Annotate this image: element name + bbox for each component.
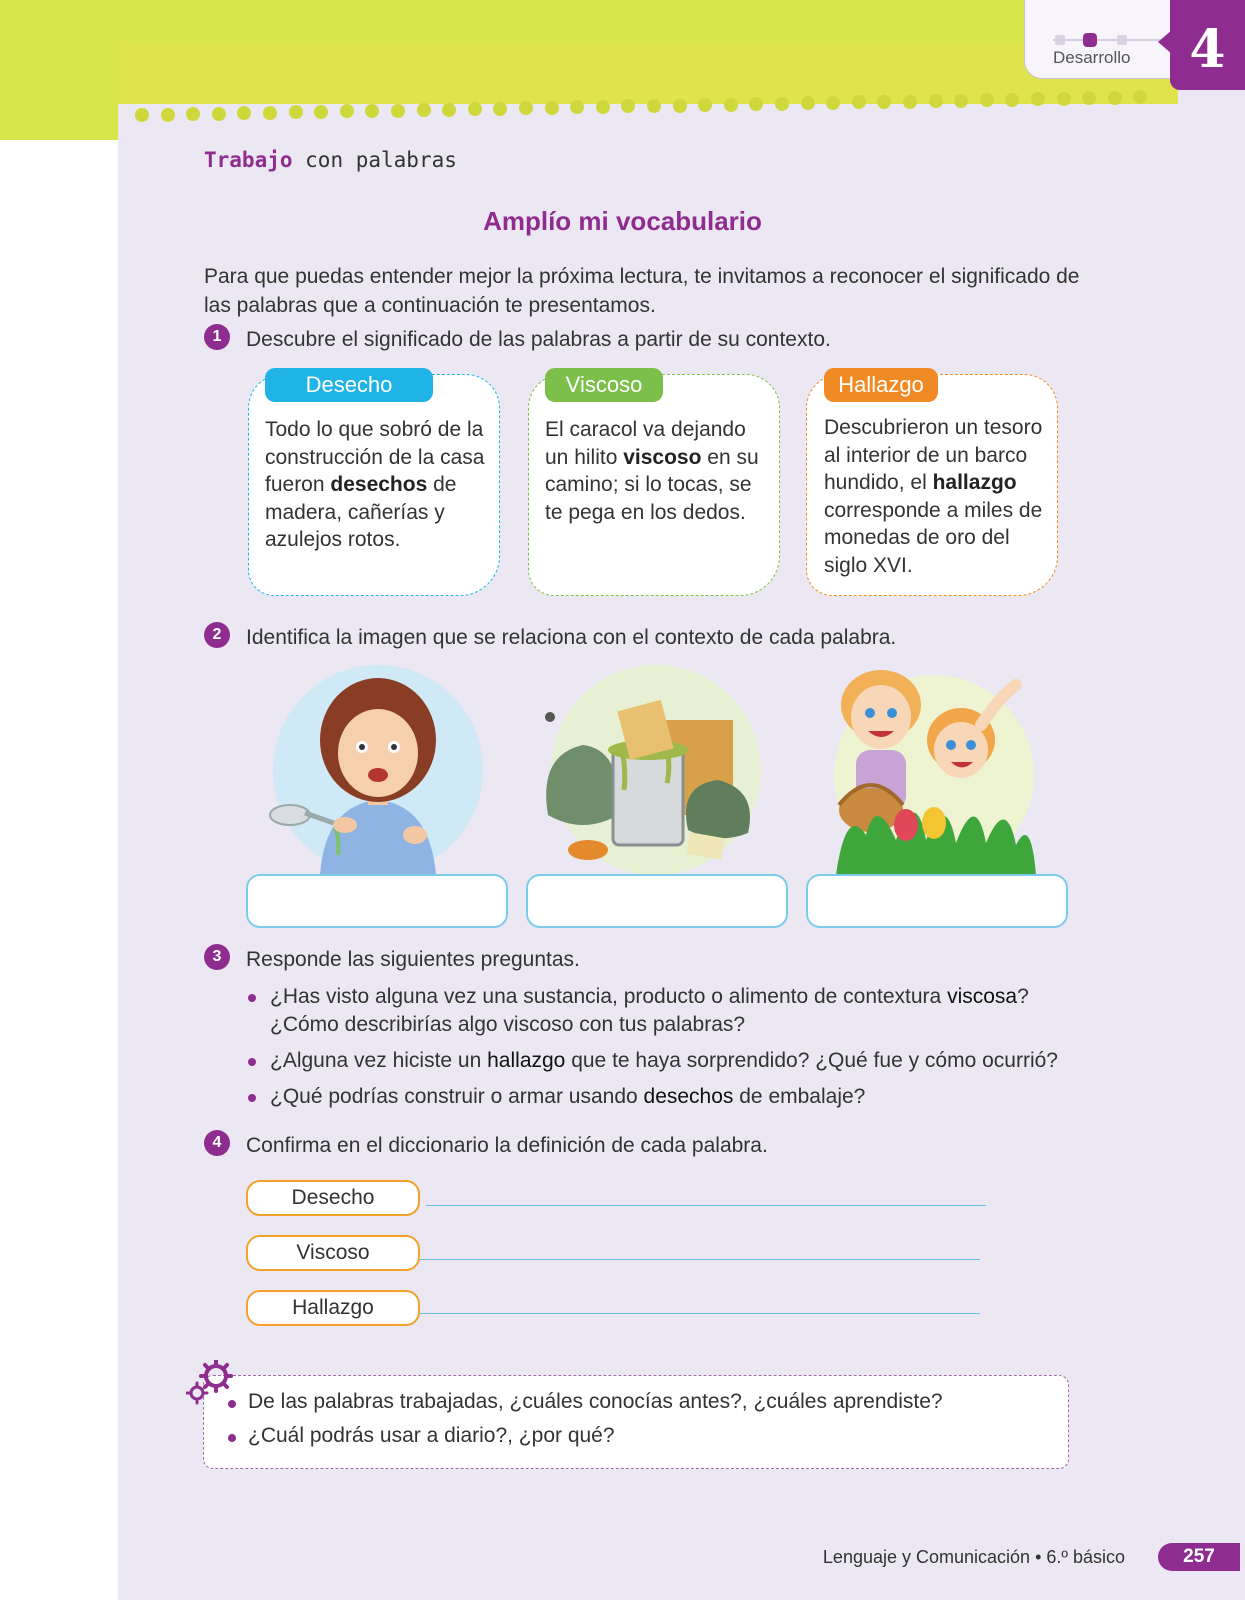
notebook-hole bbox=[519, 101, 533, 115]
word-tag-viscoso: Viscoso bbox=[545, 368, 663, 402]
answer-box-3[interactable] bbox=[806, 874, 1068, 928]
notebook-hole bbox=[801, 96, 815, 110]
notebook-hole bbox=[724, 98, 738, 112]
notebook-hole bbox=[1005, 93, 1019, 107]
activity-3-instruction: Responde las siguientes preguntas. bbox=[246, 948, 580, 971]
activity-1-instruction: Descubre el significado de las palabras a partir de su contexto. bbox=[246, 328, 831, 351]
section-title-bold: Trabajo bbox=[204, 148, 293, 172]
activity-4-instruction: Confirma en el diccionario la definición de cada palabra. bbox=[246, 1134, 768, 1157]
dictionary-word-viscoso: Viscoso bbox=[246, 1235, 420, 1271]
definition-line-desecho[interactable] bbox=[426, 1205, 986, 1206]
notebook-hole bbox=[237, 106, 251, 120]
notebook-hole bbox=[340, 104, 354, 118]
notebook-hole bbox=[417, 103, 431, 117]
activity-2-instruction: Identifica la imagen que se relaciona con el contexto de cada palabra. bbox=[246, 626, 897, 649]
notebook-hole bbox=[1057, 92, 1071, 106]
notebook-hole bbox=[775, 97, 789, 111]
notebook-hole bbox=[1133, 90, 1147, 104]
word-card-text-desecho: Todo lo que sobró de la construcción de la casa fueron desechos de madera, cañerías y azulejos rotos. bbox=[265, 418, 485, 551]
notebook-hole bbox=[1108, 91, 1122, 105]
notebook-hole bbox=[314, 105, 328, 119]
activity-number-2: 2 bbox=[204, 622, 230, 648]
notebook-hole bbox=[365, 104, 379, 118]
reflection-item-2: ¿Cuál podrás usar a diario?, ¿por qué? bbox=[248, 1424, 615, 1447]
notebook-hole bbox=[698, 98, 712, 112]
notebook-hole bbox=[570, 100, 584, 114]
word-tag-desecho: Desecho bbox=[265, 368, 433, 402]
definition-line-hallazgo[interactable] bbox=[420, 1313, 980, 1314]
kids-finding-eggs-illustration bbox=[806, 665, 1066, 875]
notebook-hole bbox=[929, 94, 943, 108]
unit-number: 4 bbox=[1170, 0, 1245, 90]
question-list bbox=[246, 983, 1076, 1119]
section-title bbox=[204, 148, 457, 172]
notebook-holes bbox=[135, 100, 1155, 124]
notebook-strip bbox=[118, 42, 1178, 104]
notebook-hole bbox=[980, 93, 994, 107]
footer-text: Lenguaje y Comunicación • 6.º básico bbox=[822, 1547, 1125, 1567]
notebook-hole bbox=[852, 95, 866, 109]
footer-grade: 6.º básico bbox=[1046, 1547, 1125, 1567]
dictionary-word-hallazgo: Hallazgo bbox=[246, 1290, 420, 1326]
page-number: 257 bbox=[1158, 1543, 1240, 1571]
notebook-hole bbox=[903, 95, 917, 109]
question-item-1: ¿Has visto alguna vez una sustancia, producto o alimento de contextura viscosa? ¿Cómo describirías algo viscoso con tus palabras? bbox=[246, 983, 1076, 1039]
reflection-item-1: De las palabras trabajadas, ¿cuáles conocías antes?, ¿cuáles aprendiste? bbox=[248, 1390, 943, 1413]
notebook-hole bbox=[391, 104, 405, 118]
notebook-hole bbox=[161, 108, 175, 122]
notebook-hole bbox=[442, 103, 456, 117]
question-item-2: ¿Alguna vez hiciste un hallazgo que te haya sorprendido? ¿Qué fue y cómo ocurrió? bbox=[246, 1047, 1076, 1075]
answer-box-2[interactable] bbox=[526, 874, 788, 928]
notebook-hole bbox=[673, 99, 687, 113]
notebook-hole bbox=[749, 97, 763, 111]
activity-number-4: 4 bbox=[204, 1130, 230, 1156]
notebook-hole bbox=[826, 96, 840, 110]
notebook-hole bbox=[493, 102, 507, 116]
activity-number-1: 1 bbox=[204, 324, 230, 350]
notebook-hole bbox=[1082, 91, 1096, 105]
word-card-text-viscoso: El caracol va dejando un hilito viscoso en su camino; si lo tocas, se te pega en los dedos. bbox=[545, 418, 759, 524]
footer-subject: Lenguaje y Comunicación bbox=[822, 1547, 1031, 1567]
notebook-hole bbox=[621, 99, 635, 113]
notebook-hole bbox=[263, 106, 277, 120]
notebook-hole bbox=[186, 107, 200, 121]
garbage-pile-illustration bbox=[528, 665, 788, 875]
gears-icon bbox=[186, 1360, 234, 1406]
notebook-hole bbox=[289, 105, 303, 119]
notebook-hole bbox=[647, 99, 661, 113]
page-heading: Amplío mi vocabulario bbox=[483, 206, 762, 236]
notebook-hole bbox=[135, 108, 149, 122]
dictionary-word-desecho: Desecho bbox=[246, 1180, 420, 1216]
notebook-hole bbox=[954, 94, 968, 108]
notebook-hole bbox=[596, 100, 610, 114]
notebook-hole bbox=[545, 101, 559, 115]
answer-box-1[interactable] bbox=[246, 874, 508, 928]
notebook-hole bbox=[877, 95, 891, 109]
notebook-hole bbox=[468, 102, 482, 116]
intro-paragraph: Para que puedas entender mejor la próxima lectura, te invitamos a reconocer el significado de las palabras que a continuación te presentamos. bbox=[204, 265, 1080, 317]
section-tab-label: Desarrollo bbox=[1053, 48, 1131, 67]
definition-line-viscoso[interactable] bbox=[420, 1259, 980, 1260]
activity-number-3: 3 bbox=[204, 944, 230, 970]
section-title-rest: con palabras bbox=[292, 148, 457, 172]
notebook-hole bbox=[212, 107, 226, 121]
notebook-hole bbox=[1031, 92, 1045, 106]
question-item-3: ¿Qué podrías construir o armar usando desechos de embalaje? bbox=[246, 1083, 1076, 1111]
word-tag-hallazgo: Hallazgo bbox=[824, 368, 938, 402]
girl-viscous-spoon-illustration bbox=[250, 665, 510, 875]
word-card-text-hallazgo: Descubrieron un tesoro al interior de un barco hundido, el hallazgo corresponde a miles de monedas de oro del siglo XVI. bbox=[824, 416, 1043, 577]
progress-dots-icon bbox=[1053, 33, 1163, 47]
